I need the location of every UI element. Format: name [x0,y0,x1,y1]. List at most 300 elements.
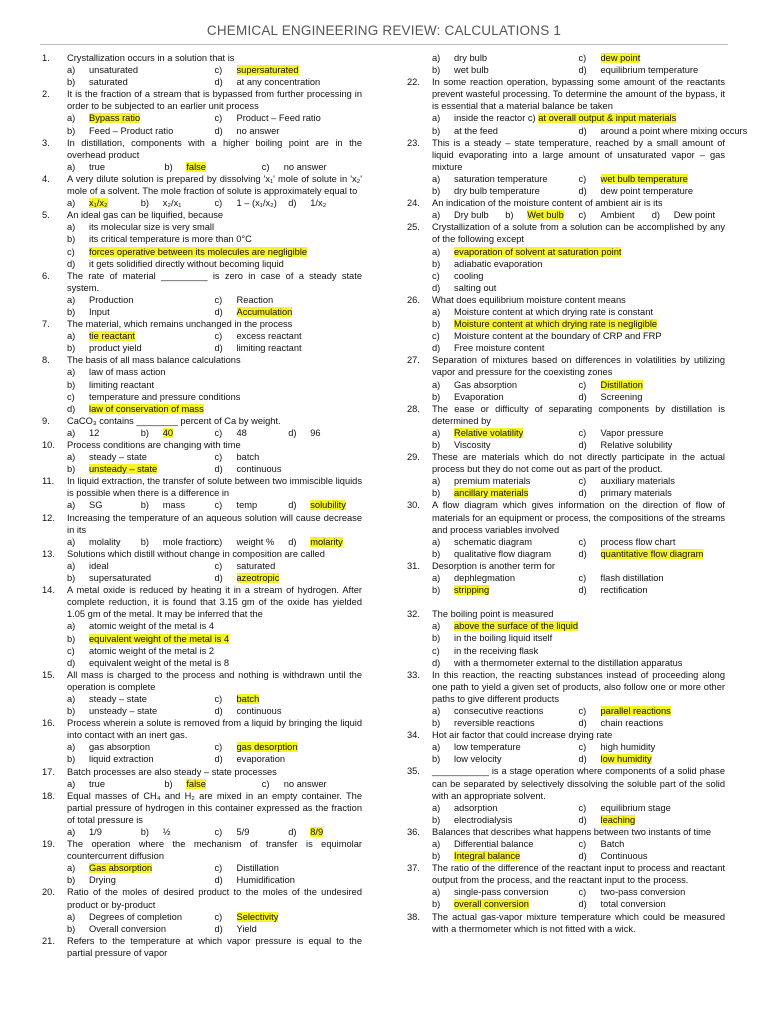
option-letter: a) [67,452,76,463]
option-cell [141,499,215,511]
option-cell [432,802,579,814]
answer-option [432,174,548,184]
answer-option [67,658,229,668]
option-letter: d) [578,440,587,450]
option-cell [432,246,621,258]
option-letter: b) [140,827,150,837]
options-row [432,572,725,584]
option-cell [215,330,363,342]
answer-option [432,428,523,438]
options-row [67,826,362,838]
option-letter: b) [67,633,76,644]
question-number: 7. [42,319,50,330]
option-letter: c) [578,742,587,753]
option-cell [432,632,552,644]
option-text: dephlegmation [454,573,515,584]
options-row [432,705,725,717]
answer-option [164,162,206,172]
page-title: CHEMICAL ENGINEERING REVIEW: CALCULATIONS 1 [206,23,562,38]
question-item [405,826,725,862]
option-cell [67,258,284,270]
options-row [432,657,725,669]
question-text: The material, which remains unchanged in the process [67,319,293,330]
option-letter: c) [214,500,223,511]
right-column [405,52,748,935]
option-cell [432,112,676,124]
option-letter: a) [432,53,441,63]
option-text-highlighted: Integral balance [454,851,521,862]
option-text: Moisture content at the boundary of CRP and FRP [454,331,662,342]
question-text: Hot air factor that could increase drying rate [432,730,613,741]
question-text: In liquid extraction, the transfer of solute between two immiscible liquids is possible when there is a difference in [67,476,362,499]
answer-option [215,573,280,583]
option-text: low velocity [454,754,502,765]
option-text: saturation temperature [454,173,548,184]
answer-option [505,210,564,220]
option-text: limiting reactant [89,379,155,390]
options-row [432,850,725,862]
question-item [40,88,362,136]
answer-option [579,186,694,196]
option-letter: a) [432,705,441,716]
option-letter: c) [578,802,587,813]
options-row [67,620,362,632]
question-item [40,717,362,765]
option-letter: a) [432,246,441,257]
option-text: temperature and pressure conditions [89,391,241,402]
option-text: Differential balance [454,839,534,849]
option-text: single-pass conversion [454,887,549,898]
options-row [432,173,725,185]
option-letter: c) [578,887,587,898]
options-row [67,874,362,886]
answer-option [579,440,673,450]
answer-option [215,561,276,571]
answer-option [432,126,498,136]
option-text: x₂/x₁ [162,198,182,209]
option-cell [67,633,229,645]
option-cell [67,463,215,475]
option-cell [288,536,362,548]
question-number: 14. [42,585,55,596]
option-letter: c) [214,560,223,571]
options-row [67,294,362,306]
answer-option [215,742,298,752]
question-item [40,270,362,318]
question-text: Separation of mixtures based on differences in volatilities by utilizing vapor and pressure for the coexisting zones [432,355,725,378]
answer-option [67,247,307,257]
option-cell [67,911,215,923]
option-letter: b) [432,633,441,644]
option-text: two-pass conversion [600,887,686,898]
option-letter: b) [67,379,76,390]
option-letter: b) [432,899,441,910]
options-row [67,499,362,511]
option-cell [141,427,215,439]
option-cell [67,778,164,790]
option-cell [215,112,363,124]
option-letter: b) [432,718,441,729]
option-cell [432,173,579,185]
option-cell [67,221,214,233]
answer-option [579,899,666,909]
options-row [67,391,362,403]
question-item [40,935,362,959]
question-item [405,608,725,668]
answer-option [215,537,275,547]
option-text: equivalent weight of the metal is 8 [89,657,230,668]
option-cell [67,560,215,572]
options-row [67,693,362,705]
answer-option [215,924,257,934]
answer-option [432,839,533,849]
option-cell [432,185,579,197]
options-row [67,560,362,572]
option-text: Product – Feed ratio [236,113,321,124]
option-cell [579,475,726,487]
option-cell [432,209,505,221]
option-cell [432,475,579,487]
option-cell [288,427,362,439]
option-cell [215,862,363,874]
option-cell [67,306,215,318]
option-text: Dew point [673,210,716,221]
question-text: Balances that describes what happens between two instants of time [432,826,712,837]
option-text-highlighted: Relative volatility [454,427,524,438]
question-item [40,669,362,717]
answer-option [215,126,280,136]
answer-option [67,912,182,922]
question-number: 10. [42,440,55,450]
option-letter: a) [432,306,441,317]
option-text: molality [89,536,121,547]
option-cell [67,826,141,838]
option-cell [579,379,726,391]
options-row [432,838,725,850]
option-letter: c) [67,391,75,402]
option-letter: d) [214,343,223,354]
option-text-highlighted: above the surface of the liquid [454,621,579,632]
option-text: premium materials [454,476,531,487]
answer-option [67,65,138,75]
option-cell [579,572,726,584]
option-text: Evaporation [454,391,504,402]
option-letter: d) [578,585,587,596]
answer-option [432,899,529,909]
answer-option [215,331,302,341]
options-row [67,427,362,439]
options-row [67,923,362,935]
question-number: 25. [407,222,420,233]
option-cell [215,64,363,76]
question-text: The ease or difficulty of separating components by distillation is determined by [432,403,725,426]
option-cell [579,536,726,548]
option-cell [432,850,579,862]
option-cell [432,838,579,850]
option-cell [215,741,363,753]
question-item [405,403,725,451]
answer-option [432,573,515,583]
answer-option [432,621,578,631]
option-cell [215,197,289,209]
option-letter: a) [67,331,76,342]
answer-option [432,53,487,63]
option-letter: d) [288,827,297,837]
question-text: Process wherein a solute is removed from a liquid by bringing the liquid into contact with an inert gas. [67,718,362,741]
options-row [67,258,362,270]
option-text: equilibrium temperature [600,65,699,76]
question-item [40,52,362,88]
option-letter: a) [432,573,441,584]
option-cell [288,499,362,511]
answer-option [67,573,151,583]
option-cell [432,330,662,342]
question-item [405,197,725,221]
question-item [405,669,725,729]
option-text: Reaction [236,294,274,305]
left-column [40,52,362,959]
question-text: A flow diagram which gives information on the direction of flow of materials for an equipment or process, the compositions of the streams and process variables involved [432,500,725,535]
answer-option [67,754,154,764]
options-row [67,403,362,415]
answer-option [579,488,672,498]
answer-option [579,380,643,390]
option-letter: a) [67,500,76,511]
option-cell [67,693,215,705]
answer-option [67,621,214,631]
question-text: The rate of material _________ is zero in case of a steady state system. [67,270,362,293]
answer-option [288,537,343,547]
option-cell [579,52,726,64]
options-row [432,814,725,826]
question-number: 4. [42,173,50,184]
option-cell [579,741,726,753]
question-text: Batch processes are also steady – state processes [67,766,277,777]
option-text: Relative solubility [600,440,673,450]
answer-option [67,392,240,402]
option-letter: c) [214,427,223,438]
option-letter: a) [67,693,76,704]
option-text: its molecular size is very small [89,222,215,233]
option-text: auxiliary materials [600,476,675,487]
answer-option [579,815,636,825]
answer-option [432,742,521,752]
question-item [40,354,362,414]
option-text-highlighted: Selectivity [236,911,279,922]
question-item [40,439,362,475]
option-text: 1/9 [89,827,102,837]
option-cell [432,548,579,560]
option-letter: a) [432,802,441,813]
question-item [405,560,725,596]
option-text: mole fraction [162,536,216,547]
answer-option [67,198,108,208]
option-letter: a) [67,65,76,76]
option-letter: c) [214,536,223,547]
question-number: 15. [42,669,55,680]
answer-option [215,65,299,75]
option-letter: b) [432,548,441,559]
question-item [40,173,362,209]
option-letter: b) [432,851,441,862]
options-row [67,76,362,88]
option-letter: c) [578,379,587,390]
option-text-highlighted: 8/9 [310,827,324,837]
answer-option [67,875,116,885]
options-row [432,741,725,753]
answer-option [67,307,110,317]
question-number: 31. [407,560,420,571]
option-text-highlighted: Bypass ratio [89,113,141,124]
option-letter: c) [214,742,223,753]
option-cell [215,826,289,838]
question-number: 35. [407,766,420,777]
option-text: true [89,161,106,172]
options-row [432,342,725,354]
option-letter: d) [578,718,587,729]
option-text: liquid extraction [89,754,154,765]
option-letter: b) [505,210,514,221]
option-cell [579,814,726,826]
option-text: limiting reactant [236,343,302,354]
option-letter: d) [288,500,297,511]
options-row [67,125,362,137]
answer-option [432,537,532,547]
option-letter: a) [432,742,441,753]
option-cell [432,886,579,898]
answer-option [432,259,542,269]
options-row [432,584,725,596]
options-row [67,112,362,124]
question-text: An indication of the moisture content of ambient air is its [432,198,663,209]
option-cell [67,330,215,342]
options-row [432,717,725,729]
option-cell [67,427,141,439]
options-row [432,620,725,632]
answer-option [67,162,105,172]
option-letter: a) [67,560,76,571]
question-number: 6. [42,270,50,281]
option-text: Feed – Product ratio [89,125,174,136]
option-text-highlighted: law of conservation of mass [89,403,204,414]
option-letter: c) [261,778,270,789]
option-text: at the feed [454,125,498,136]
option-letter: d) [578,488,587,499]
answer-option [579,851,648,861]
option-letter: b) [432,585,441,596]
option-letter: d) [288,427,297,438]
answer-option [288,827,323,837]
option-cell [432,439,579,451]
option-letter: a) [67,536,76,547]
option-letter: a) [432,839,441,849]
answer-option [141,428,173,438]
question-item [405,729,725,765]
option-cell [67,161,164,173]
options-row [432,52,725,64]
option-text: Dry bulb [454,210,489,221]
option-text: Batch [600,839,625,849]
option-text: cooling [454,270,484,281]
answer-option [432,887,549,897]
option-letter: d) [214,77,223,88]
question-item [40,415,362,439]
question-item [405,294,725,354]
question-item [40,548,362,584]
option-text-highlighted: Moisture content at which drying rate is negligible [454,319,658,330]
option-text: Moisture content at which drying rate is constant [454,306,653,317]
option-letter: c) [578,427,587,438]
options-row [67,161,362,173]
option-text: gas absorption [89,742,150,753]
options-row [432,548,725,560]
question-text: The boiling point is measured [432,609,554,620]
answer-option [215,706,282,716]
option-cell [432,282,496,294]
option-text: in the boiling liquid itself [454,633,553,644]
answer-option [67,222,214,232]
question-text: In some reaction operation, bypassing some amount of the reactants prevent wasteful processing. To determine the amount of the bypass, it is essential that a material balance be taken [432,77,725,112]
option-text: SG [89,500,103,511]
option-cell [141,826,215,838]
answer-option [579,585,648,595]
option-cell [67,76,215,88]
question-number: 30. [407,500,420,511]
option-text: supersaturated [89,573,152,584]
option-text: true [89,778,106,789]
option-cell [432,741,579,753]
answer-option [432,815,512,825]
option-cell [215,306,363,318]
option-text-highlighted: evaporation of solvent at saturation point [454,246,622,257]
option-letter: b) [67,754,76,765]
answer-option [579,174,688,184]
option-text: process flow chart [600,536,676,547]
question-number: 34. [407,730,420,741]
options-row [67,306,362,318]
option-letter: b) [67,923,76,934]
answer-option [432,440,491,450]
question-text: Process conditions are changing with time [67,440,241,450]
option-letter: d) [214,125,223,136]
option-text: Yield [236,923,257,934]
answer-option [215,464,282,474]
question-number: 8. [42,355,50,366]
options-row [432,112,725,124]
option-letter: a) [67,621,76,632]
answer-option [67,126,173,136]
question-item [405,862,725,910]
option-cell [579,717,726,729]
option-letter: c) [432,645,440,656]
option-letter: b) [432,488,441,499]
option-letter: b) [67,706,76,717]
answer-option [432,718,535,728]
options-row [67,741,362,753]
option-text: evaporation [236,754,286,765]
option-text: no answer [283,778,327,789]
option-cell [579,173,726,185]
option-cell [432,536,579,548]
option-letter: b) [140,427,150,438]
option-cell [67,366,165,378]
answer-option [579,718,664,728]
answer-option [215,307,293,317]
option-cell [262,161,359,173]
option-letter: c) [578,705,587,716]
answer-option [579,754,652,764]
option-text-highlighted: azeotropic [236,573,280,584]
